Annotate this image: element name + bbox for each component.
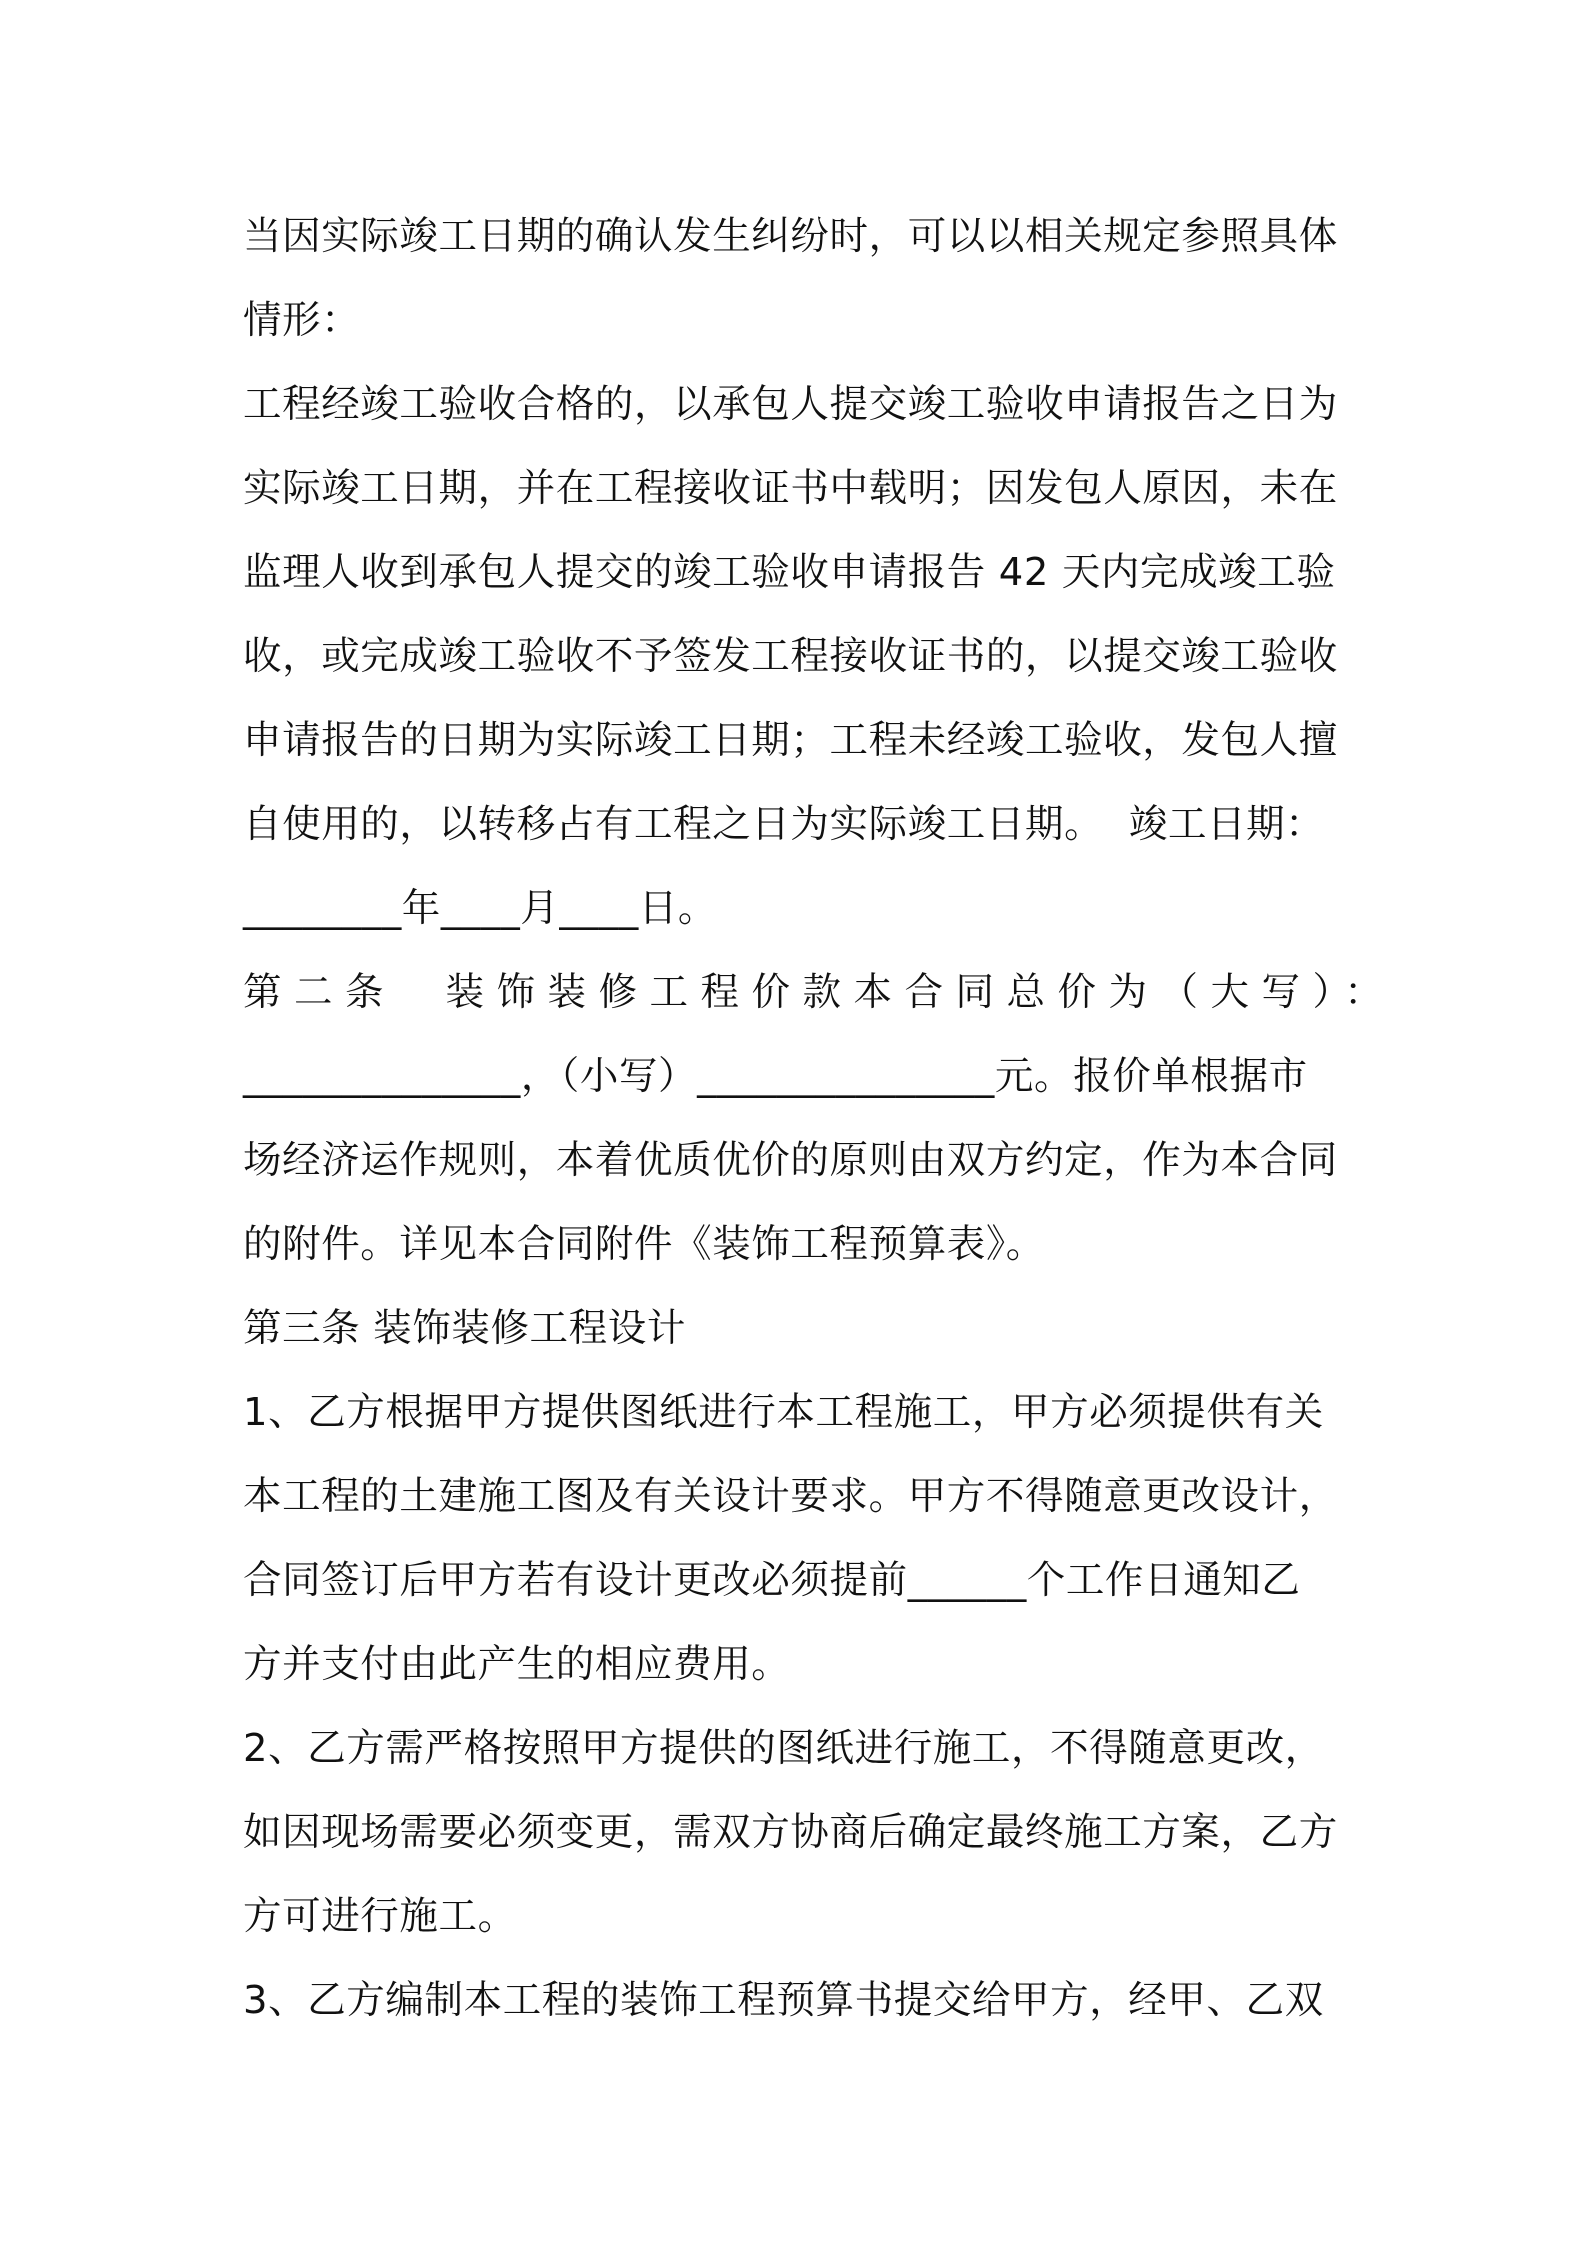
paragraph-line-4: 实际竣工日期，并在工程接收证书中载明；因发包人原因，未在 <box>243 466 1338 511</box>
clause-2-line-3: 方可进行施工。 <box>243 1894 517 1939</box>
paragraph-line-3: 工程经竣工验收合格的，以承包人提交竣工验收申请报告之日为 <box>243 382 1338 427</box>
date-blank-line: ________年____月____日。 <box>243 886 718 931</box>
document-page <box>243 195 1396 2043</box>
price-blank-line: ______________，（小写）_______________元。报价单根据市 <box>243 1054 1308 1099</box>
clause-2-line-2: 如因现场需要必须变更，需双方协商后确定最终施工方案，乙方 <box>243 1810 1338 1855</box>
paragraph-line-6: 收，或完成竣工验收不予签发工程接收证书的，以提交竣工验收 <box>243 634 1338 679</box>
article-three-heading: 第三条 装饰装修工程设计 <box>243 1306 686 1351</box>
article-two-heading: 第二条 装饰装修工程价款本合同总价为（大写）： <box>243 970 1396 1015</box>
paragraph-line-1: 当因实际竣工日期的确认发生纠纷时，可以以相关规定参照具体 <box>243 214 1338 259</box>
clause-2-line-1: 2、乙方需严格按照甲方提供的图纸进行施工，不得随意更改， <box>243 1726 1324 1771</box>
paragraph-line-13: 的附件。详见本合同附件《装饰工程预算表》。 <box>243 1222 1045 1267</box>
clause-1-line-3: 合同签订后甲方若有设计更改必须提前______个工作日通知乙 <box>243 1558 1301 1603</box>
paragraph-line-2: 情形： <box>243 298 361 343</box>
paragraph-line-8: 自使用的，以转移占有工程之日为实际竣工日期。 竣工日期： <box>243 802 1325 847</box>
clause-1-line-1: 1、乙方根据甲方提供图纸进行本工程施工，甲方必须提供有关 <box>243 1390 1324 1435</box>
clause-1-line-4: 方并支付由此产生的相应费用。 <box>243 1642 791 1687</box>
clause-1-line-2: 本工程的土建施工图及有关设计要求。甲方不得随意更改设计， <box>243 1474 1338 1519</box>
paragraph-line-5: 监理人收到承包人提交的竣工验收申请报告 42 天内完成竣工验 <box>243 550 1336 595</box>
clause-3-line-1: 3、乙方编制本工程的装饰工程预算书提交给甲方，经甲、乙双 <box>243 1978 1324 2023</box>
paragraph-line-7: 申请报告的日期为实际竣工日期；工程未经竣工验收，发包人擅 <box>243 718 1338 763</box>
paragraph-line-12: 场经济运作规则，本着优质优价的原则由双方约定，作为本合同 <box>243 1138 1338 1183</box>
